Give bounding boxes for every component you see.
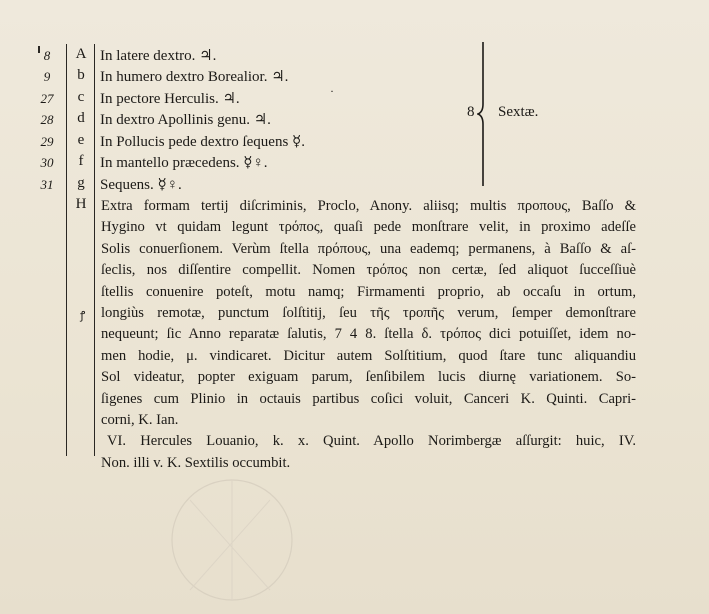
star-number: 29 <box>40 134 54 149</box>
commentary-paragraph <box>101 196 636 474</box>
star-description: In Pollucis pede dextro ſequens ☿. <box>100 134 305 150</box>
star-number: 31 <box>40 177 54 192</box>
star-number: 27 <box>40 91 54 106</box>
group-label-number: 8 <box>467 104 475 120</box>
star-letter: g <box>77 175 85 191</box>
show-through-figure <box>150 440 320 610</box>
commentary-line: men hodie, μ. vindicaret. Dicitur autem Solſtitium, quod ſtare tunc aliquandiu <box>101 347 636 364</box>
commentary-line: nequeunt; ſic Anno reparatæ ſalutis, 7 4 8. ſtella δ. τρόπος dici potuiſſet, idem no- <box>101 326 636 343</box>
star-letter: d <box>77 110 85 126</box>
star-number: 9 <box>43 69 51 84</box>
commentary-line: ſeclis, nos diſſentire compellit. Nomen τρόπος non certæ, ſed aliquot ſucceſſiuè <box>101 262 636 279</box>
group-label-word: Sextæ. <box>498 104 539 120</box>
commentary-line: ſigenes cum Plinio in octauis partibus coſici voluit, Canceri K. Quinti. Capri- <box>101 390 636 407</box>
commentary-line: Hygino vt quidam legunt τρόπος, quaſi pede monſtrare velit, in proximo adeſſe <box>101 219 636 236</box>
star-number: 8 <box>43 48 51 63</box>
commentary-line: corni, K. Ian. <box>101 412 179 429</box>
commentary-line: longiùs remotæ, punctum ſolſtitij, ſeu τῆς τροπῆς verum, ſemper demonſtrare <box>101 305 636 322</box>
star-letter: f <box>78 153 84 169</box>
group-label <box>467 104 538 121</box>
star-letter: c <box>77 89 85 105</box>
rule-left <box>66 44 67 456</box>
star-description: In mantello præcedens. ☿♀. <box>100 155 268 171</box>
commentary-line: Extra formam tertij diſcriminis, Proclo, Anony. aliisq; multis προπους, Baſſo & <box>101 198 636 214</box>
commentary-letter: H <box>75 196 87 212</box>
commentary-line: ſtellis conuenire poteſt, motu namq; Firmamenti proprio, ab occaſu in ortum, <box>101 283 636 300</box>
rule-right <box>94 44 95 456</box>
star-description: In humero dextro Borealior. ♃. <box>100 69 289 85</box>
star-number: 28 <box>40 112 54 127</box>
star-number: 30 <box>40 155 54 170</box>
commentary-line: Solis conuerſionem. Verùm ſtella πρόπους, una eademq; permanens, à Baſſo & aſ- <box>101 240 636 257</box>
star-letter: b <box>77 67 85 83</box>
star-letter: A <box>75 46 87 62</box>
star-description: In dextro Apollinis genu. ♃. <box>100 112 271 128</box>
star-letter: e <box>77 132 85 148</box>
star-description: In pectore Herculis. ♃. <box>100 91 240 107</box>
commentary-line: Sol videatur, popter exiguam parum, ſenſibilem lucis diurnę variationem. So- <box>101 369 636 386</box>
note-line: Non. illi v. K. Sextilis occumbit. <box>101 454 291 471</box>
note-line: VI. Hercules Louanio, k. x. Quint. Apollo Norimbergæ aſſurgit: huic, IV. <box>107 433 636 450</box>
ink-dot: · <box>330 84 334 98</box>
ink-mark: ꝭ <box>80 310 86 322</box>
star-description: Sequens. ☿♀. <box>100 177 182 193</box>
star-description: In latere dextro. ♃. <box>100 48 217 64</box>
